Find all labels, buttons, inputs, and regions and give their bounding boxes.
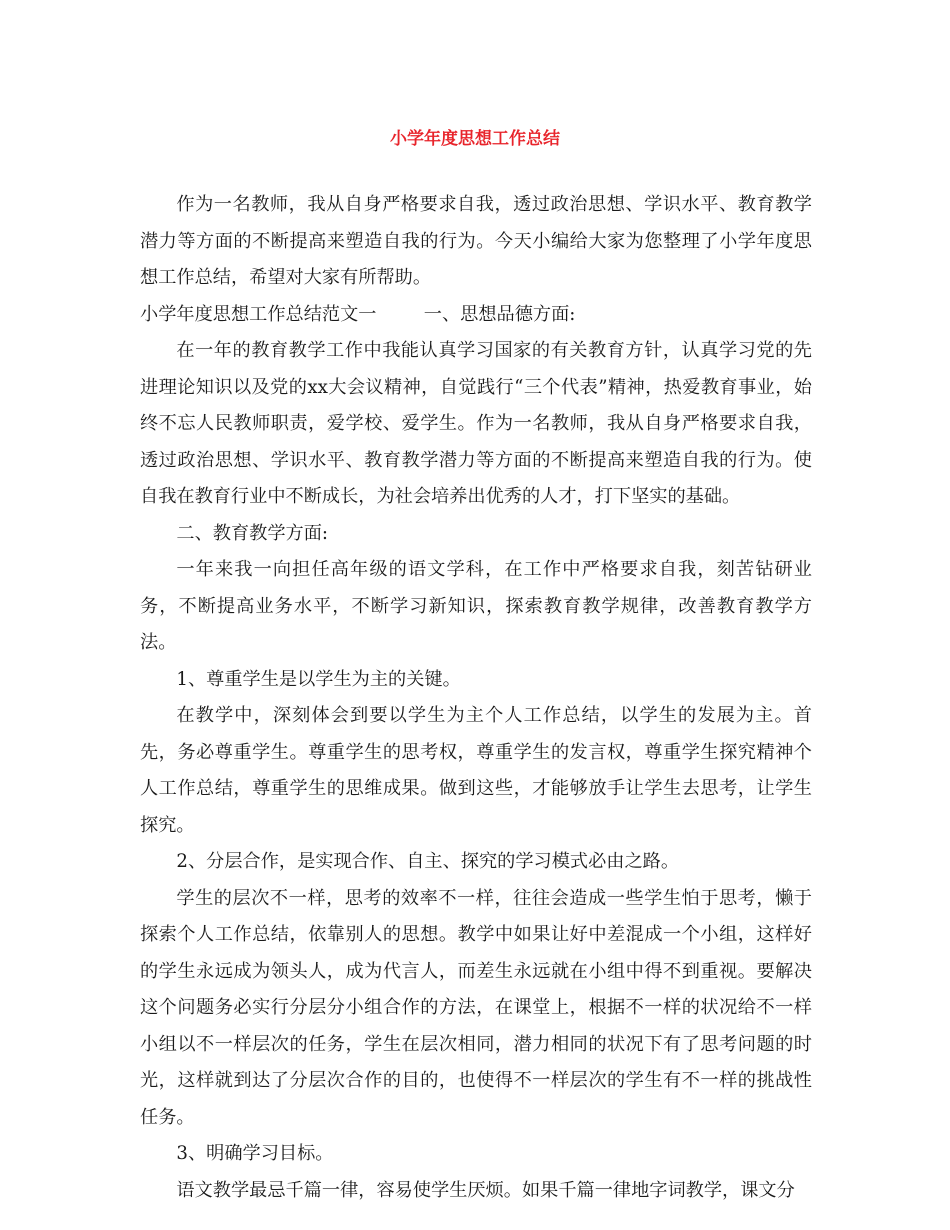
document-body xyxy=(140,187,812,1209)
document-title: 小学年度思想工作总结 xyxy=(390,129,560,149)
paragraph-3: 在教学中，深刻体会到要以学生为主个人工作总结，以学生的发展为主。首先，务必尊重学生。尊重学生的思考权，尊重学生的发言权，尊重学生探究精神个人工作总结，尊重学生的思维成果。做到这些，才能够放手让学生去思考，让学生探究。 xyxy=(140,705,812,836)
sample-title: 小学年度思想工作总结范文一 xyxy=(140,303,377,325)
point-2-heading: 2、分层合作，是实现合作、自主、探究的学习模式必由之路。 xyxy=(176,851,680,872)
intro-paragraph: 作为一名教师，我从自身严格要求自我，透过政治思想、学识水平、教育教学潜力等方面的不断提高来塑造自我的行为。今天小编给大家为您整理了小学年度思想工作总结，希望对大家有所帮助。 xyxy=(140,194,812,288)
paragraph-5: 语文教学最忌千篇一律，容易使学生厌烦。如果千篇一律地字词教学，课文分 xyxy=(176,1179,795,1201)
section-heading-2: 二、教育教学方面: xyxy=(176,522,329,544)
paragraph-2: 一年来我一向担任高年级的语文学科，在工作中严格要求自我，刻苦钻研业务，不断提高业务水平，不断学习新知识，探索教育教学规律，改善教育教学方法。 xyxy=(140,559,812,653)
paragraph-4: 学生的层次不一样，思考的效率不一样，往往会造成一些学生怕于思考，懒于探索个人工作总结，依靠别人的思想。教学中如果让好中差混成一个小组，这样好的学生永远成为领头人，成为代言人，而差生永远就在小组中得不到重视。要解决这个问题务必实行分层分小组合作的方法，在课堂上，根据不一样的状况给不一样小组以不一样层次的任务，学生在层次相同，潜力相同的状况下有了思考问题的时光，这样就到达了分层次合作的目的，也使得不一样层次的学生有不一样的挑战性任务。 xyxy=(140,887,812,1128)
point-3-heading: 3、明确学习目标。 xyxy=(176,1143,334,1164)
paragraph-1: 在一年的教育教学工作中我能认真学习国家的有关教育方针，认真学习党的先进理论知识以及党的xx大会议精神，自觉践行“三个代表”精神，热爱教育事业，始终不忘人民教师职责，爱学校、爱学生。作为一名教师，我从自身严格要求自我，透过政治思想、学识水平、教育教学潜力等方面的不断提高来塑造自我的行为。使自我在教育行业中不断成长，为社会培养出优秀的人才，打下坚实的基础。 xyxy=(140,340,812,507)
section-heading-1: 一、思想品德方面: xyxy=(423,303,576,325)
point-1-heading: 1、尊重学生是以学生为主的关键。 xyxy=(176,668,461,690)
sample-heading-line xyxy=(140,297,812,334)
